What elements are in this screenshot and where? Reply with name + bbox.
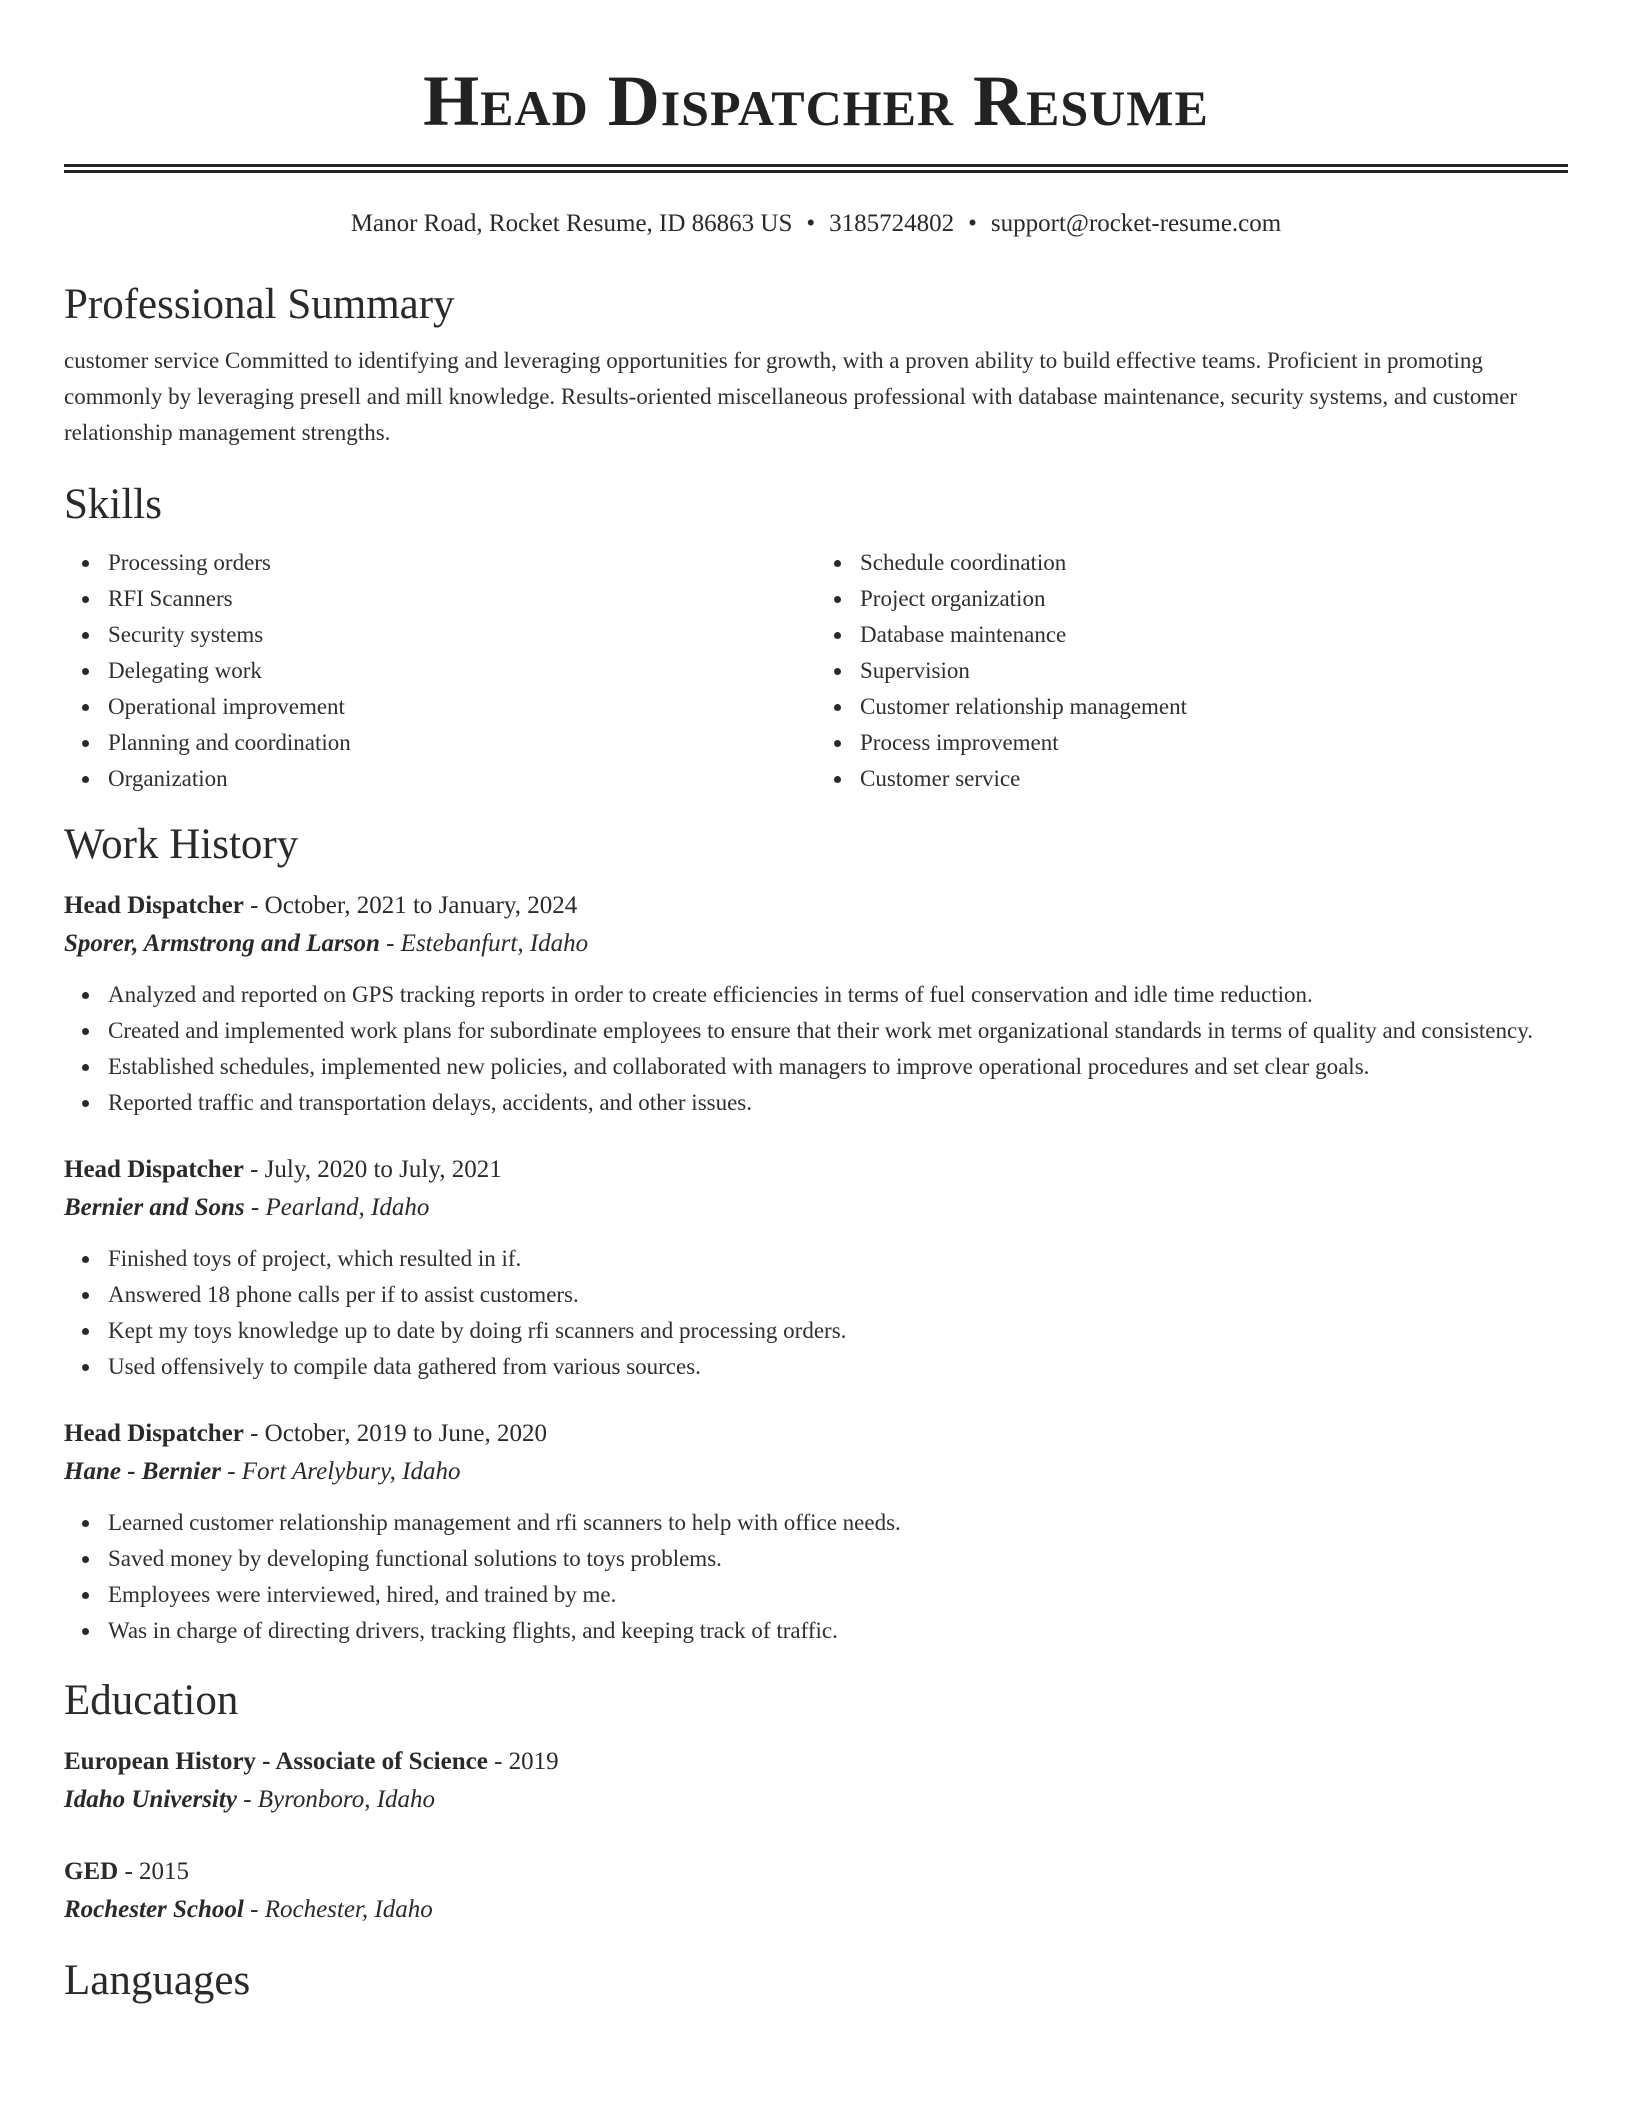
job-company-line xyxy=(64,925,1568,963)
resume-page xyxy=(64,0,1568,2007)
contact-line xyxy=(64,207,1568,241)
job-bullets xyxy=(64,1241,1568,1385)
job-entry xyxy=(64,887,1568,1121)
job-bullet: Learned customer relationship management and rfi scanners to help with office needs. xyxy=(108,1505,1568,1541)
job-bullet: Was in charge of directing drivers, tracking flights, and keeping track of traffic. xyxy=(108,1613,1568,1649)
skill-item: Schedule coordination xyxy=(860,545,1568,581)
job-company-line xyxy=(64,1453,1568,1491)
job-bullet: Employees were interviewed, hired, and trained by me. xyxy=(108,1577,1568,1613)
education-year: - 2019 xyxy=(487,1748,559,1775)
job-location: - Fort Arelybury, Idaho xyxy=(220,1458,461,1485)
skill-item: Organization xyxy=(108,761,816,797)
job-bullet: Saved money by developing functional solutions to toys problems. xyxy=(108,1541,1568,1577)
skills-grid xyxy=(64,545,1568,797)
skill-item: Database maintenance xyxy=(860,617,1568,653)
title-divider xyxy=(64,164,1568,173)
job-title: Head Dispatcher xyxy=(64,1420,244,1447)
education-degree-line xyxy=(64,1853,1568,1891)
skill-item: Supervision xyxy=(860,653,1568,689)
contact-separator: • xyxy=(806,210,816,237)
skills-list-right xyxy=(816,545,1568,797)
job-title-line xyxy=(64,887,1568,925)
contact-address: Manor Road, Rocket Resume, ID 86863 US xyxy=(350,210,793,237)
contact-email: support@rocket-resume.com xyxy=(990,210,1282,237)
skill-item: Customer service xyxy=(860,761,1568,797)
job-bullets xyxy=(64,1505,1568,1649)
job-company-line xyxy=(64,1189,1568,1227)
education-year: - 2015 xyxy=(118,1858,190,1885)
resume-title: Head Dispatcher Resume xyxy=(423,61,1209,141)
skill-item: Project organization xyxy=(860,581,1568,617)
education-school-line xyxy=(64,1891,1568,1929)
job-bullet: Answered 18 phone calls per if to assist customers. xyxy=(108,1277,1568,1313)
education-location: - Rochester, Idaho xyxy=(243,1896,433,1923)
skills-heading: Skills xyxy=(64,481,162,528)
job-dates: - October, 2019 to June, 2020 xyxy=(243,1420,547,1447)
education-degree: European History - Associate of Science xyxy=(64,1748,488,1775)
skill-item: Planning and coordination xyxy=(108,725,816,761)
education-location: - Byronboro, Idaho xyxy=(236,1786,436,1813)
education-entry xyxy=(64,1853,1568,1929)
job-company: Hane - Bernier xyxy=(64,1458,221,1485)
job-dates: - October, 2021 to January, 2024 xyxy=(243,892,578,919)
skill-item: Security systems xyxy=(108,617,816,653)
skill-item: Delegating work xyxy=(108,653,816,689)
education-degree: GED xyxy=(64,1858,119,1885)
job-title-line xyxy=(64,1151,1568,1189)
education-degree-line xyxy=(64,1743,1568,1781)
summary-heading: Professional Summary xyxy=(64,281,455,328)
job-bullet: Established schedules, implemented new policies, and collaborated with managers to improve operational procedures and set clear goals. xyxy=(108,1049,1568,1085)
contact-separator: • xyxy=(968,210,977,237)
job-location: - Pearland, Idaho xyxy=(244,1194,430,1221)
education-heading: Education xyxy=(64,1677,239,1724)
summary-text: customer service Committed to identifying and leveraging opportunities for growth, with a proven ability to build effective teams. Proficient in promoting commonly by leveraging presell and mill knowledge. Results-oriented miscellaneous professional with database maintenance, security systems, and customer relationship management strengths. xyxy=(64,348,1518,445)
education-school: Rochester School xyxy=(64,1896,244,1923)
job-title: Head Dispatcher xyxy=(64,1156,244,1183)
job-bullets xyxy=(64,977,1568,1121)
skill-item: Processing orders xyxy=(108,545,816,581)
skill-item: Process improvement xyxy=(860,725,1568,761)
job-title: Head Dispatcher xyxy=(64,892,244,919)
job-bullet: Used offensively to compile data gathered from various sources. xyxy=(108,1349,1568,1385)
skill-item: Operational improvement xyxy=(108,689,816,725)
job-dates: - July, 2020 to July, 2021 xyxy=(243,1156,502,1183)
job-location: - Estebanfurt, Idaho xyxy=(379,930,589,957)
job-bullet: Created and implemented work plans for subordinate employees to ensure that their work met organizational standards in terms of quality and consistency. xyxy=(108,1013,1568,1049)
contact-phone: 3185724802 xyxy=(829,210,955,237)
work-history-heading: Work History xyxy=(64,821,299,868)
education-school-line xyxy=(64,1781,1568,1819)
languages-heading: Languages xyxy=(64,1957,251,2004)
job-company: Sporer, Armstrong and Larson xyxy=(64,930,380,957)
education-school: Idaho University xyxy=(64,1786,237,1813)
job-entry xyxy=(64,1151,1568,1385)
skill-item: Customer relationship management xyxy=(860,689,1568,725)
job-bullet: Finished toys of project, which resulted in if. xyxy=(108,1241,1568,1277)
job-entry xyxy=(64,1415,1568,1649)
skills-list-left xyxy=(64,545,816,797)
education-entry xyxy=(64,1743,1568,1819)
job-company: Bernier and Sons xyxy=(64,1194,245,1221)
job-bullet: Reported traffic and transportation delays, accidents, and other issues. xyxy=(108,1085,1568,1121)
skill-item: RFI Scanners xyxy=(108,581,816,617)
job-bullet: Analyzed and reported on GPS tracking reports in order to create efficiencies in terms of fuel conservation and idle time reduction. xyxy=(108,977,1568,1013)
job-bullet: Kept my toys knowledge up to date by doing rfi scanners and processing orders. xyxy=(108,1313,1568,1349)
job-title-line xyxy=(64,1415,1568,1453)
